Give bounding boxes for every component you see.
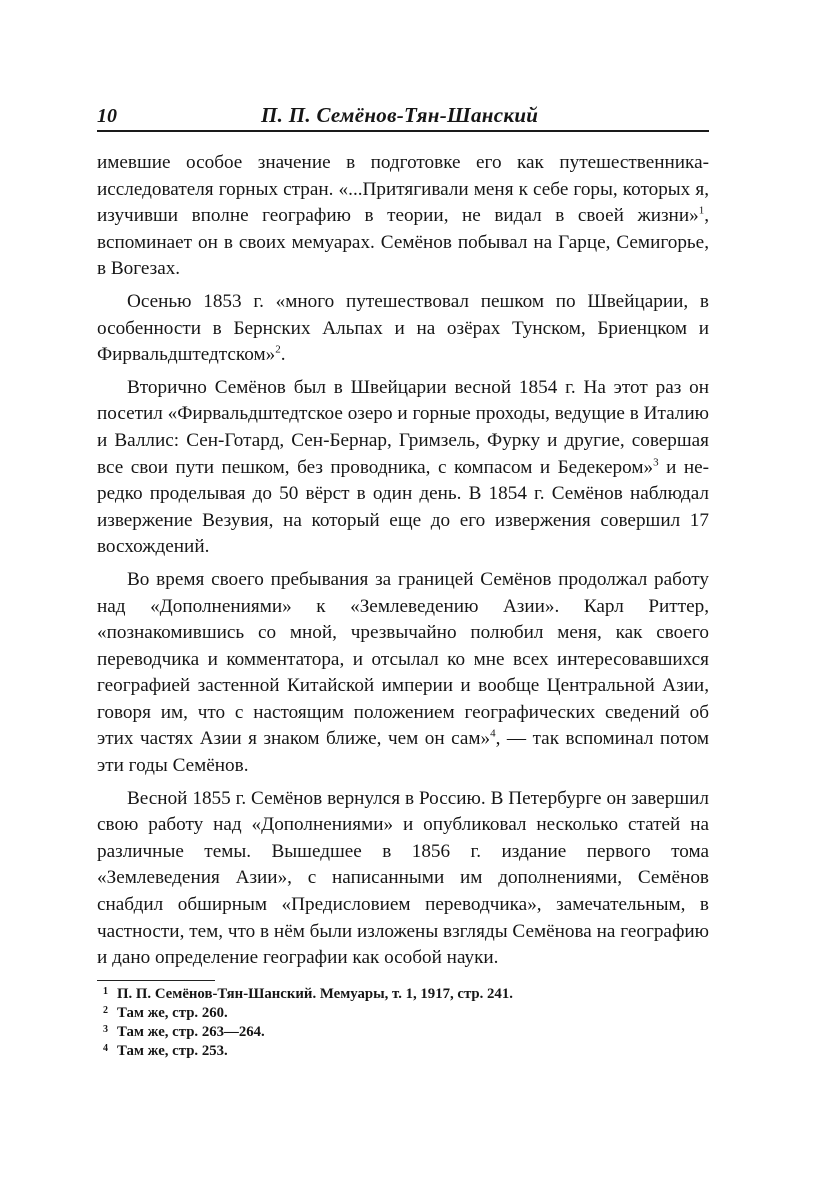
- page-number: 10: [97, 105, 117, 127]
- running-title: П. П. Семёнов-Тян-Шанский: [261, 103, 539, 127]
- paragraph-text: , — так вспоминал потом эти годы Семёнов.: [97, 728, 710, 777]
- footnote-divider: [97, 980, 215, 981]
- body-text: [97, 150, 709, 972]
- paragraph: [97, 289, 709, 369]
- paragraph: [97, 786, 709, 972]
- footnote-text: П. П. Семёнов-Тян-Шанский. Мемуары, т. 1, 1917, стр. 241.: [117, 985, 513, 1002]
- paragraph: [97, 150, 709, 283]
- paragraph-text: , вспоминает он в своих мемуарах. Семёнов побывал на Гарце, Семигорье, в Вогезах.: [97, 205, 709, 280]
- footnote: [97, 985, 709, 1004]
- footnote-text: Там же, стр. 253.: [117, 1042, 228, 1059]
- paragraph: [97, 567, 709, 780]
- footnote-mark: 4: [103, 1042, 108, 1054]
- paragraph-text: и нередко проделывая до 50 вёрст в один день. В 1854 г. Семёнов наблюдал извержение Везувия, на который еще до его извержения совершил 17 восхождений.: [97, 456, 709, 558]
- paragraph-text: Во время своего пребывания за границей Семёнов продолжал работу над «Дополнениями» к «Землеведению Азии». Карл Риттер, «познакомившись со мной, чрезвычайно полюбил меня, как своего переводчика и комментатора, и отсылал ко мне всех интересовавшихся географией застенной Китайской империи и вообще Центральной Азии, говоря им, что с настоящим положением географических сведений об этих частях Азии я знаком ближе, чем он сам»: [97, 568, 709, 750]
- footnote-reference: 3: [653, 456, 659, 469]
- footnote-text: Там же, стр. 260.: [117, 1004, 228, 1021]
- footnote-mark: 2: [103, 1004, 108, 1016]
- footnote-reference: 4: [490, 728, 496, 741]
- book-page: [97, 96, 709, 1061]
- paragraph-text: Вторично Семёнов был в Швейцарии весной 1854 г. На этот раз он посетил «Фирвальдштедтское озеро и горные проходы, ведущие в Италию и Валлис: Сен-Готард, Сен-Бернар, Гримзель, Фурку и другие, совершая все свои пути пешком, без проводника, с компасом и Бедекером»: [97, 376, 709, 478]
- paragraph-text: .: [280, 344, 286, 366]
- footnote: [97, 1023, 709, 1042]
- footnotes: [97, 985, 709, 1061]
- footnote-reference: 2: [275, 343, 281, 356]
- footnote: [97, 1042, 709, 1061]
- footnote-mark: 3: [103, 1023, 108, 1035]
- footnote-reference: 1: [698, 204, 705, 217]
- paragraph: [97, 375, 709, 561]
- running-head: [97, 96, 709, 132]
- footnote: [97, 1004, 709, 1023]
- footnote-text: Там же, стр. 263—264.: [117, 1023, 265, 1040]
- paragraph-text: Весной 1855 г. Семёнов вернулся в Россию. В Петербурге он завершил свою работу над «Дополнениями» и опубликовал несколько статей на различные темы. Вышедшее в 1856 г. издание первого тома «Землеведения Азии», с написанными им дополнениями, Семёнов снабдил обширным «Предисловием переводчика», замечательным, в частности, тем, что в нём были изложены взгляды Семёнова на географию и дано определение географии как особой науки.: [97, 787, 709, 969]
- paragraph-text: Осенью 1853 г. «много путешествовал пешком по Швейцарии, в особенности в Бернских Альпах и на озёрах Тунском, Бриенцком и Фирвальдштедтском»: [97, 290, 709, 366]
- paragraph-text: имевшие особое значение в подготовке его как путешественника-исследователя горных стран. «...Притягивали меня к себе горы, которых я, изучивши вполне географию в теории, не видал в своей жизни»: [97, 152, 709, 227]
- footnote-mark: 1: [103, 985, 108, 997]
